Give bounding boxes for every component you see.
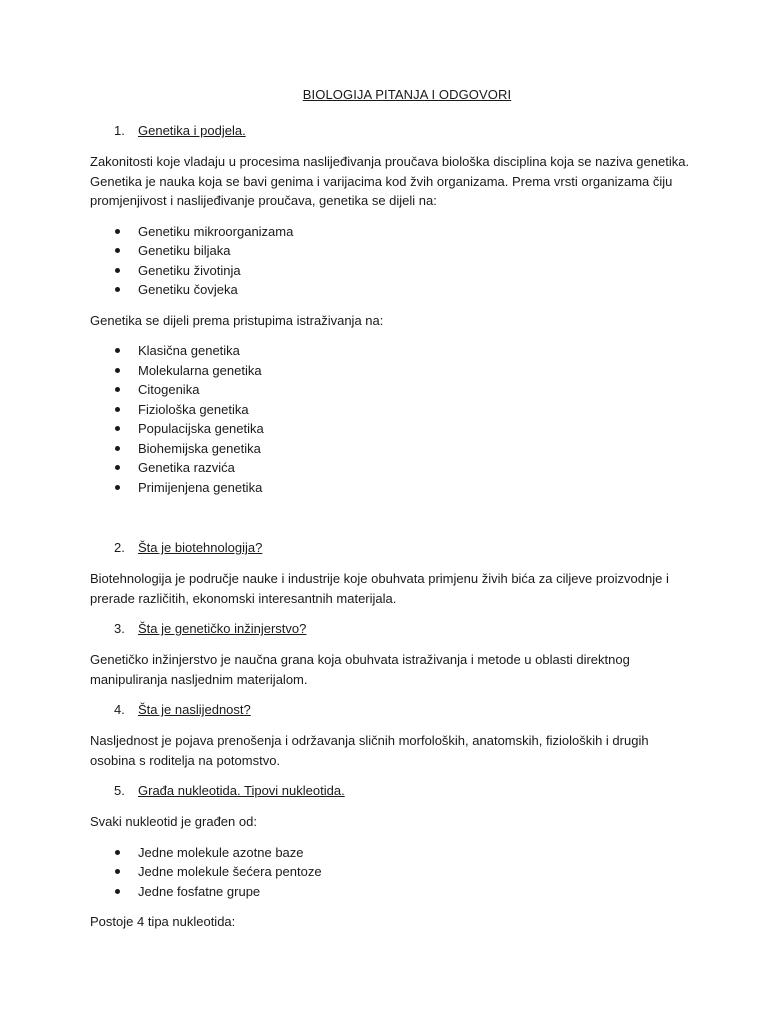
question-3 [90, 619, 690, 639]
bullet-icon [115, 229, 120, 234]
question-text: Šta je genetičko inžinjerstvo? [138, 621, 307, 636]
question-number: 1. [114, 123, 125, 138]
bullet-list-research-approaches [90, 341, 690, 497]
question-number: 2. [114, 540, 125, 555]
list-item: Molekularna genetika [90, 361, 690, 381]
list-item: Populacijska genetika [90, 419, 690, 439]
question-text: Šta je biotehnologija? [138, 540, 263, 555]
bullet-icon [115, 889, 120, 894]
list-item: Genetiku mikroorganizama [90, 222, 690, 242]
list-item: Biohemijska genetika [90, 439, 690, 459]
question-4 [90, 700, 690, 720]
question-text: Šta je naslijednost? [138, 702, 251, 717]
bullet-icon [115, 465, 120, 470]
answer-paragraph: Genetičko inžinjerstvo je naučna grana koja obuhvata istraživanja i metode u oblasti direktnog manipuliranja nasljednim materijalom. [90, 652, 630, 687]
question-number: 5. [114, 783, 125, 798]
list-item: Fiziološka genetika [90, 400, 690, 420]
bullet-icon [115, 850, 120, 855]
question-number: 3. [114, 621, 125, 636]
bullet-icon [115, 485, 120, 490]
question-1 [90, 121, 690, 141]
answer-paragraph: Nasljednost je pojava prenošenja i održavanja sličnih morfoloških, anatomskih, fizioloških i drugih osobina s roditelja na potomstvo. [90, 733, 649, 768]
list-item: Citogenika [90, 380, 690, 400]
document-title: BIOLOGIJA PITANJA I ODGOVORI [302, 87, 512, 102]
bullet-icon [115, 446, 120, 451]
question-text: Genetika i podjela. [138, 123, 246, 138]
bullet-icon [115, 387, 120, 392]
question-number: 4. [114, 702, 125, 717]
question-5 [90, 781, 690, 801]
list-item: Jedne molekule šećera pentoze [90, 862, 690, 882]
list-item: Genetiku čovjeka [90, 280, 690, 300]
bullet-icon [115, 426, 120, 431]
bullet-icon [115, 869, 120, 874]
bullet-icon [115, 368, 120, 373]
list-item: Genetiku životinja [90, 261, 690, 281]
bullet-icon [115, 348, 120, 353]
bullet-icon [115, 407, 120, 412]
bullet-list-organism-types [90, 222, 690, 300]
answer-paragraph: Biotehnologija je područje nauke i industrije koje obuhvata primjenu živih bića za ciljeve proizvodnje i prerade različitih, ekonomski interesantnih materijala. [90, 571, 669, 606]
question-text: Građa nukleotida. Tipovi nukleotida. [138, 783, 345, 798]
section-spacer [90, 508, 690, 538]
list-item: Genetiku biljaka [90, 241, 690, 261]
list-item: Genetika razvića [90, 458, 690, 478]
answer-paragraph: Postoje 4 tipa nukleotida: [90, 914, 236, 929]
answer-paragraph: Genetika se dijeli prema pristupima istraživanja na: [90, 312, 384, 328]
bullet-icon [115, 248, 120, 253]
bullet-list-nucleotide-parts [90, 843, 690, 902]
answer-paragraph: Svaki nukleotid je građen od: [90, 814, 257, 829]
list-item: Klasična genetika [90, 341, 690, 361]
question-2 [90, 538, 690, 558]
list-item: Jedne fosfatne grupe [90, 882, 690, 902]
list-item: Primijenjena genetika [90, 478, 690, 498]
bullet-icon [115, 287, 120, 292]
list-item: Jedne molekule azotne baze [90, 843, 690, 863]
answer-paragraph: Zakonitosti koje vladaju u procesima naslijeđivanja proučava biološka disciplina koja se naziva genetika. Genetika je nauka koja se bavi genima i varijacima kod žvih organizama. Prema vrsti organizama čiju promjenjivost i naslijeđivanje proučava, genetika se dijeli na: [90, 154, 690, 208]
document-content [90, 121, 690, 943]
bullet-icon [115, 268, 120, 273]
